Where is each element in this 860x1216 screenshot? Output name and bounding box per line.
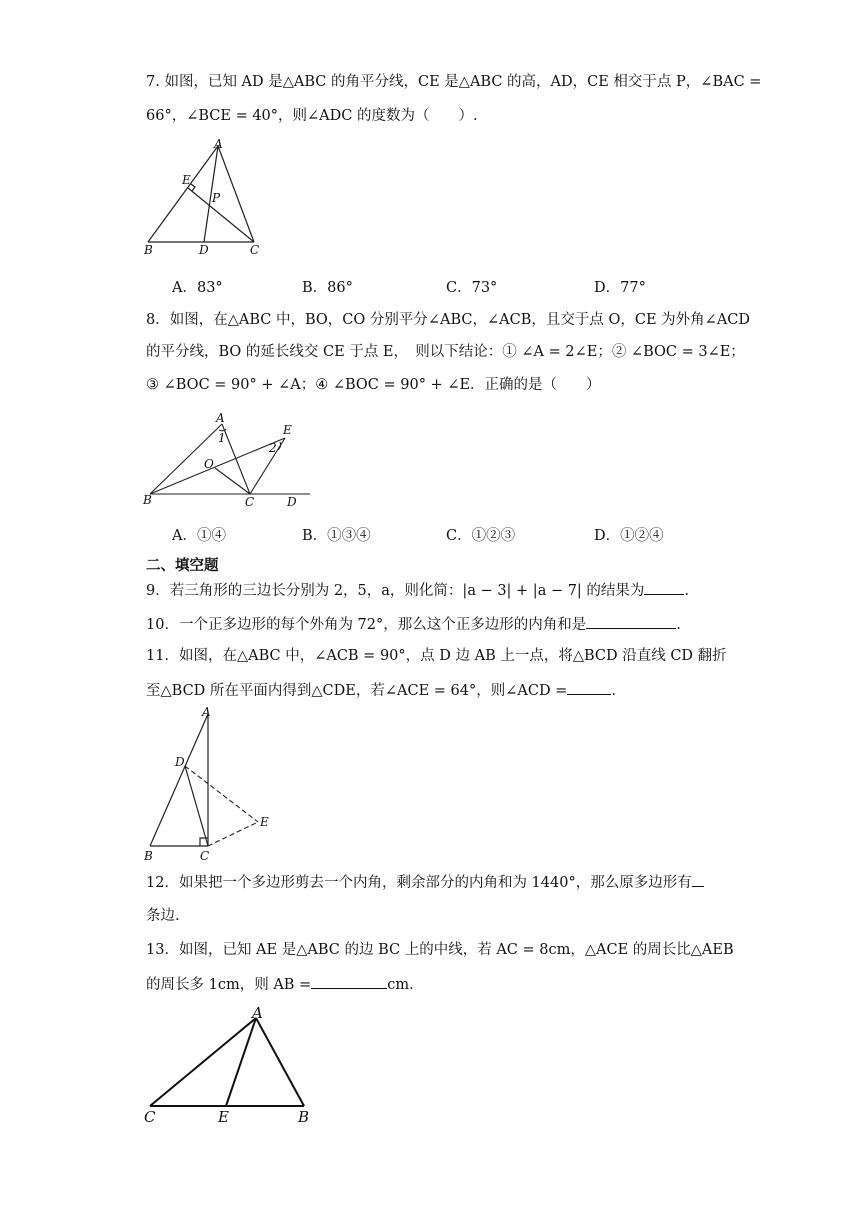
q7-label-d: D	[199, 243, 209, 257]
q7-choice-a[interactable]: A．83°	[172, 280, 223, 296]
q9-line	[146, 580, 726, 601]
q12-line1	[146, 872, 726, 893]
q12-text: 12．如果把一个多边形剪去一个内角，剩余部分的内角和为 1440°，那么原多边形有	[146, 875, 692, 891]
q8-label-a: A	[216, 411, 225, 425]
q11-text: 至△BCD 所在平面内得到△CDE，若∠ACE = 64°，则∠ACD =	[146, 683, 568, 699]
q7-label-p: P	[212, 191, 221, 205]
q7-choice-d[interactable]: D．77°	[594, 280, 646, 296]
q7-label-a: A	[214, 137, 223, 151]
q11-figure	[140, 704, 280, 864]
q8-label-b: B	[143, 493, 152, 507]
q11-label-c: C	[200, 849, 210, 863]
q8-choice-a[interactable]: A．①④	[172, 528, 226, 544]
q7-label-c: C	[250, 243, 260, 257]
q8-choices	[172, 524, 732, 544]
q9-end: .	[684, 583, 690, 599]
q8-label-o: O	[204, 457, 214, 471]
q13-label-c: C	[144, 1108, 156, 1126]
q10-answer-blank[interactable]	[586, 614, 676, 629]
q11-end: .	[611, 683, 616, 699]
q8-line2: 的平分线，BO 的延长线交 CE 于点 E， 则以下结论：① ∠A = 2∠E；② ∠BOC = 3∠E；	[146, 344, 745, 360]
q9-answer-blank[interactable]	[644, 580, 684, 595]
section-title-fill-in: 二、填空题	[146, 557, 219, 574]
q13-text: 的周长多 1cm，则 AB =	[146, 977, 312, 993]
q13-end: cm．	[387, 977, 424, 993]
q11-label-a: A	[202, 705, 211, 719]
q13-label-a: A	[252, 1004, 263, 1022]
q10-line	[146, 614, 726, 635]
q13-label-b: B	[298, 1108, 310, 1126]
q12-line2: 条边.	[146, 908, 180, 924]
q9-text: 9．若三角形的三边长分别为 2，5，a，则化简：|a − 3| + |a − 7| 的结果为	[146, 583, 645, 599]
q11-line1: 11．如图，在△ABC 中，∠ACB = 90°，点 D 边 AB 上一点，将△BCD 沿直线 CD 翻折	[146, 648, 727, 664]
q7-line2: 66°，∠BCE = 40°，则∠ADC 的度数为（ ）.	[146, 108, 478, 124]
q8-choice-d[interactable]: D．①②④	[594, 528, 664, 544]
q8-label-d: D	[287, 495, 297, 509]
q8-choice-b[interactable]: B．①③④	[302, 528, 371, 544]
q8-figure	[140, 410, 320, 510]
q8-label-2: 2	[269, 441, 277, 455]
q11-answer-blank[interactable]	[567, 680, 611, 695]
q7-choices	[172, 276, 732, 296]
q7-line1: 7. 如图，已知 AD 是△ABC 的角平分线，CE 是△ABC 的高，AD，CE 相交于点 P，∠BAC =	[146, 74, 762, 90]
q8-label-1: 1	[218, 431, 226, 445]
q13-label-e: E	[218, 1108, 229, 1126]
q12-answer-blank[interactable]	[692, 872, 704, 887]
q7-label-b: B	[144, 243, 153, 257]
q8-label-c: C	[245, 495, 255, 509]
q7-choice-c[interactable]: C．73°	[446, 280, 498, 296]
q7-choice-b[interactable]: B．86°	[302, 280, 353, 296]
q13-line2	[146, 974, 726, 995]
q11-line2	[146, 680, 726, 701]
q13-figure	[140, 1004, 320, 1128]
q11-label-d: D	[175, 755, 185, 769]
q8-choice-c[interactable]: C．①②③	[446, 528, 516, 544]
q7-label-e: E	[182, 173, 191, 187]
q11-label-b: B	[144, 849, 153, 863]
q10-end: .	[676, 617, 681, 633]
q8-label-e: E	[283, 423, 292, 437]
q13-answer-blank[interactable]	[311, 974, 387, 989]
q8-line3: ③ ∠BOC = 90° + ∠A；④ ∠BOC = 90° + ∠E．正确的是（ ）	[146, 377, 601, 393]
q7-figure	[140, 136, 270, 258]
q11-label-e: E	[260, 815, 269, 829]
q8-line1: 8．如图，在△ABC 中，BO，CO 分别平分∠ABC，∠ACB，且交于点 O，CE 为外角∠ACD	[146, 312, 751, 328]
q13-line1: 13．如图，已知 AE 是△ABC 的边 BC 上的中线，若 AC = 8cm，△ACE 的周长比△AEB	[146, 942, 734, 958]
q10-text: 10．一个正多边形的每个外角为 72°，那么这个正多边形的内角和是	[146, 617, 587, 633]
